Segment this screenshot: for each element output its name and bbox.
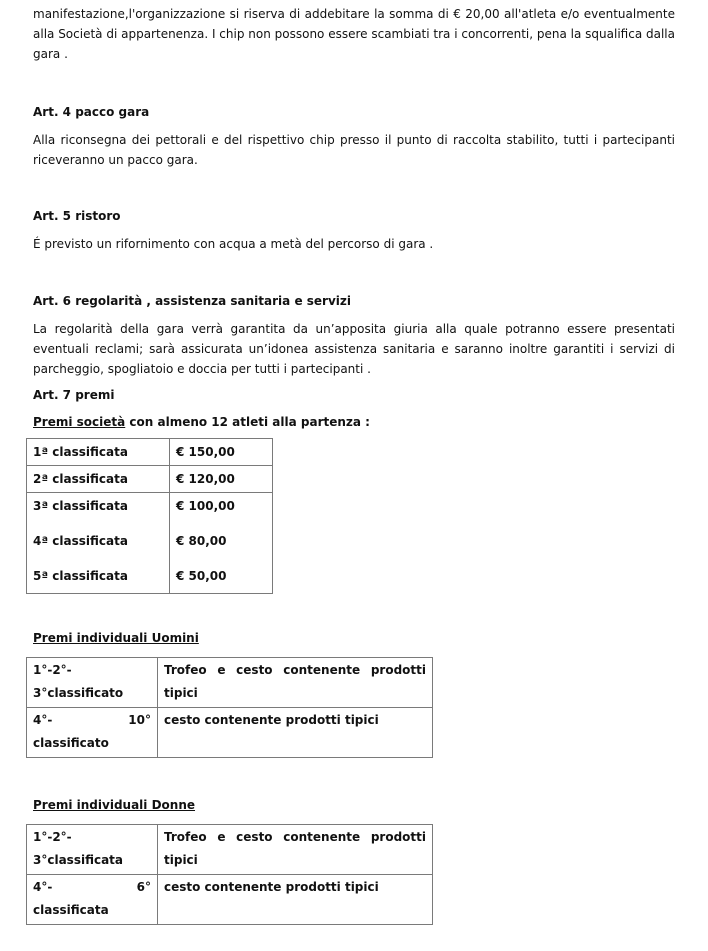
premi-donne-table: [26, 824, 433, 925]
place-line: 1°-2°-: [33, 663, 72, 677]
table-cell-place: [27, 825, 158, 875]
table-cell-prize: cesto contenente prodotti tipici: [158, 875, 433, 925]
art6-heading: Art. 6 regolarità , assistenza sanitaria e servizi: [33, 294, 351, 308]
intro-paragraph: manifestazione,l'organizzazione si riserva di addebitare la somma di € 20,00 all'atleta e/o eventualmente alla Società di appartenenza. I chip non possono essere scambiati tra i concorrenti, pena la squalifica dalla gara .: [33, 7, 675, 61]
art7-heading: Art. 7 premi: [33, 388, 115, 402]
table-cell-prize: [158, 658, 433, 708]
place-line: classificato: [33, 736, 109, 750]
place-4: 4ª classificata: [33, 534, 128, 548]
table-cell-place: 2ª classificata: [27, 466, 170, 493]
prize-5: € 50,00: [176, 569, 227, 583]
prize-line: Trofeo e cesto contenente prodotti: [164, 663, 426, 677]
table-row: [27, 658, 433, 708]
place-3: 3ª classificata: [33, 499, 128, 513]
table-cell-prize: € 150,00: [170, 439, 273, 466]
premi-donne-title: Premi individuali Donne: [33, 798, 196, 812]
place-5: 5ª classificata: [33, 569, 128, 583]
premi-societa-title: [33, 412, 675, 432]
place-right: 6°: [136, 880, 151, 894]
art4-text: Alla riconsegna dei pettorali e del rispettivo chip presso il punto di raccolta stabilito, tutti i partecipanti riceveranno un pacco gara.: [33, 133, 675, 167]
place-line: 1°-2°-: [33, 830, 72, 844]
table-cell-place-group: [27, 493, 170, 594]
prize-4: € 80,00: [176, 534, 227, 548]
table-row: [27, 875, 433, 925]
premi-societa-title-underlined: Premi società: [33, 415, 126, 429]
premi-uomini-title: Premi individuali Uomini: [33, 631, 199, 645]
table-cell-prize: [158, 825, 433, 875]
premi-uomini-table: [26, 657, 433, 758]
place-line: classificata: [33, 903, 109, 917]
art5-heading: Art. 5 ristoro: [33, 209, 121, 223]
premi-societa-table: [26, 438, 273, 594]
place-line: [33, 876, 151, 899]
premi-societa-title-rest: con almeno 12 atleti alla partenza :: [125, 415, 370, 429]
table-row: [27, 466, 273, 493]
place-right: 10°: [128, 713, 151, 727]
table-row: [27, 439, 273, 466]
place-left: 4°-: [33, 880, 53, 894]
art6-text: La regolarità della gara verrà garantita da un’apposita giuria alla quale potranno essere presentati eventuali reclami; sarà assicurata un’idonea assistenza sanitaria e saranno inoltre garantiti i servizi di parcheggio, spogliatoio e doccia per tutti i partecipanti .: [33, 322, 675, 376]
table-cell-place: [27, 658, 158, 708]
table-cell-place: [27, 708, 158, 758]
table-cell-prize: € 120,00: [170, 466, 273, 493]
art5-text: É previsto un rifornimento con acqua a metà del percorso di gara .: [33, 237, 434, 251]
table-row: [27, 708, 433, 758]
table-row: [27, 825, 433, 875]
table-cell-place: [27, 875, 158, 925]
table-row: [27, 493, 273, 594]
table-cell-prize: cesto contenente prodotti tipici: [158, 708, 433, 758]
table-cell-place: 1ª classificata: [27, 439, 170, 466]
place-left: 4°-: [33, 713, 53, 727]
place-line: 3°classificato: [33, 686, 124, 700]
prize-3: € 100,00: [176, 499, 235, 513]
place-line: [33, 709, 151, 732]
prize-line: Trofeo e cesto contenente prodotti: [164, 830, 426, 844]
art4-heading: Art. 4 pacco gara: [33, 105, 150, 119]
table-cell-prize-group: [170, 493, 273, 594]
prize-line: tipici: [164, 853, 198, 867]
prize-line: tipici: [164, 686, 198, 700]
place-line: 3°classificata: [33, 853, 124, 867]
regolamento-page: [33, 4, 675, 925]
